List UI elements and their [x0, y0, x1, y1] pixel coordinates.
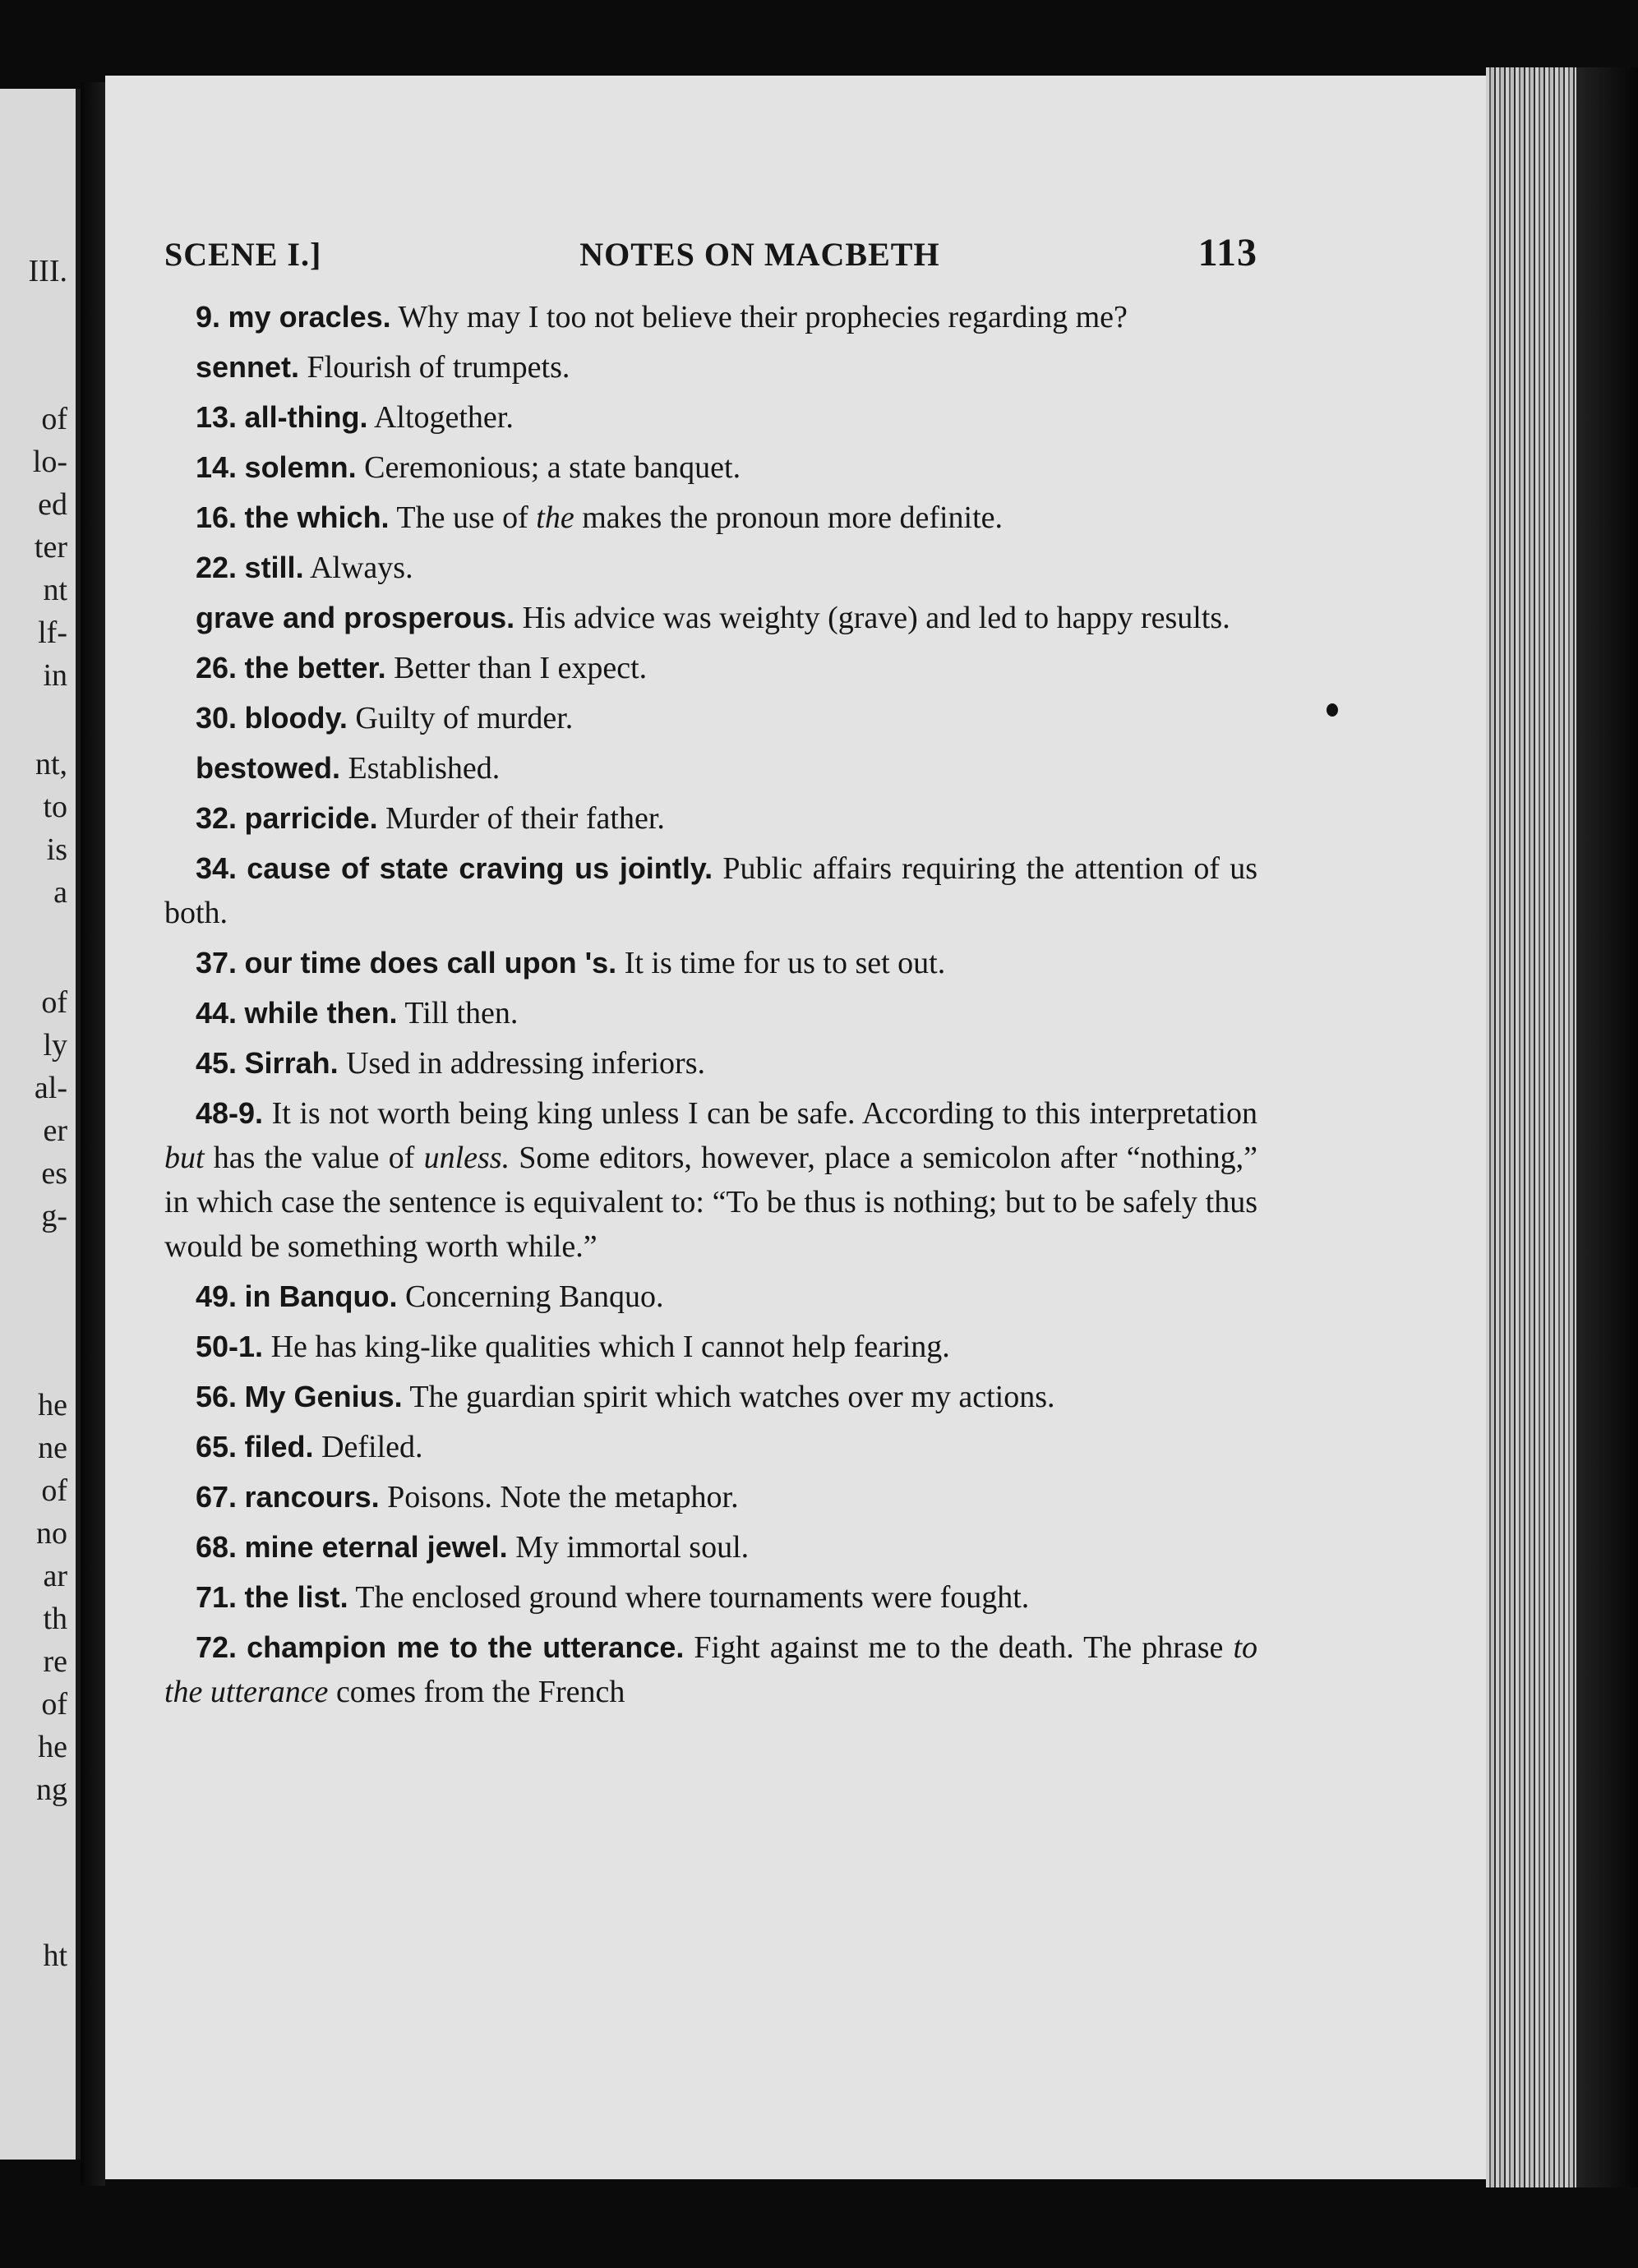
facing-page-text: ter [34, 530, 67, 565]
running-head [164, 230, 1257, 275]
facing-page-edge [0, 89, 81, 2160]
note-entry: 56. My Genius. The guardian spirit which watches over my actions. [196, 1380, 1055, 1414]
note-entry: 13. all-thing. Altogether. [196, 400, 514, 435]
note-entry: 68. mine eternal jewel. My immortal soul. [196, 1530, 750, 1565]
note-entry: 71. the list. The enclosed ground where tournaments were fought. [196, 1580, 1030, 1615]
facing-page-text: al- [34, 1071, 67, 1105]
facing-page-text: ng [36, 1772, 67, 1807]
book-title: NOTES ON MACBETH [579, 236, 940, 273]
note-entry: 48-9. It is not worth being king unless I can be safe. According to this interpretation but has the value of unless. Some editors, however, place a semicolon after “nothing,” in which case the sentence is equivalent to: “To be thus is nothing; but to be safely thus would be something worth while.” [164, 1096, 1258, 1264]
note-entry: 34. cause of state craving us jointly. Public affairs requiring the attention of us both. [164, 851, 1258, 930]
note-entry: 32. parricide. Murder of their father. [196, 801, 665, 836]
facing-page-text: in [43, 658, 67, 693]
facing-page-text: to [43, 790, 67, 824]
note-entry: 16. the which. The use of the makes the pronoun more definite. [196, 500, 1004, 535]
page-edges [1486, 67, 1576, 2187]
note-entry: 50-1. He has king-like qualities which I cannot help fearing. [196, 1330, 950, 1364]
notes-text [164, 230, 1257, 1720]
note-entry: 44. while then. Till then. [196, 996, 519, 1030]
note-entry: 22. still. Always. [196, 551, 413, 585]
facing-page-text: is [46, 832, 67, 867]
facing-page-text: th [43, 1602, 67, 1636]
note-entry: 26. the better. Better than I expect. [196, 651, 648, 685]
facing-page-text: ne [38, 1431, 67, 1465]
note-entry: 72. champion me to the utterance. Fight against me to the death. The phrase to the utterance comes from the French [164, 1630, 1257, 1709]
facing-page-text: ly [43, 1028, 67, 1063]
note-entry: 9. my oracles. Why may I too not believe their prophecies regarding me? [196, 300, 1128, 334]
note-entry: bestowed. Established. [196, 751, 501, 786]
note-entry: 30. bloody. Guilty of murder. [196, 701, 574, 735]
note-entry: 67. rancours. Poisons. Note the metaphor. [196, 1480, 739, 1514]
note-entry: 14. solemn. Ceremonious; a state banquet. [196, 450, 741, 485]
note-entry: 65. filed. Defiled. [196, 1430, 423, 1464]
facing-page-text: a [53, 875, 67, 910]
facing-page-text: es [41, 1156, 67, 1191]
facing-page-text: he [38, 1388, 67, 1422]
facing-page-text: of [41, 1687, 67, 1722]
note-entry: grave and prosperous. His advice was weighty (grave) and led to happy results. [196, 601, 1230, 635]
facing-page-text: ar [43, 1559, 67, 1593]
facing-page-text: III. [28, 254, 67, 288]
facing-page-text: of [41, 1473, 67, 1508]
note-entry: 45. Sirrah. Used in addressing inferiors. [196, 1046, 706, 1081]
note-entry: 37. our time does call upon 's. It is time for us to set out. [196, 946, 946, 980]
ink-speck [1327, 703, 1338, 717]
facing-page-text: ht [43, 1938, 67, 1973]
scene-label: SCENE I.] [164, 236, 322, 273]
facing-page-text: lf- [38, 615, 67, 650]
facing-page-text: g- [41, 1199, 67, 1233]
facing-page-text: of [41, 985, 67, 1020]
note-entry: sennet. Flourish of trumpets. [196, 350, 570, 385]
note-entry: 49. in Banquo. Concerning Banquo. [196, 1279, 664, 1314]
facing-page-text: of [41, 402, 67, 436]
facing-page-text: ed [38, 487, 67, 522]
facing-page-text: er [43, 1113, 67, 1148]
book-gutter [81, 82, 105, 2186]
facing-page-text: lo- [32, 445, 67, 479]
facing-page-text: no [36, 1516, 67, 1551]
page-number: 113 [1197, 231, 1257, 274]
facing-page-text: nt, [35, 747, 67, 781]
facing-page-text: he [38, 1730, 67, 1764]
page-shadow [1576, 67, 1638, 2187]
facing-page-text: nt [43, 573, 67, 607]
facing-page-text: re [43, 1644, 67, 1679]
